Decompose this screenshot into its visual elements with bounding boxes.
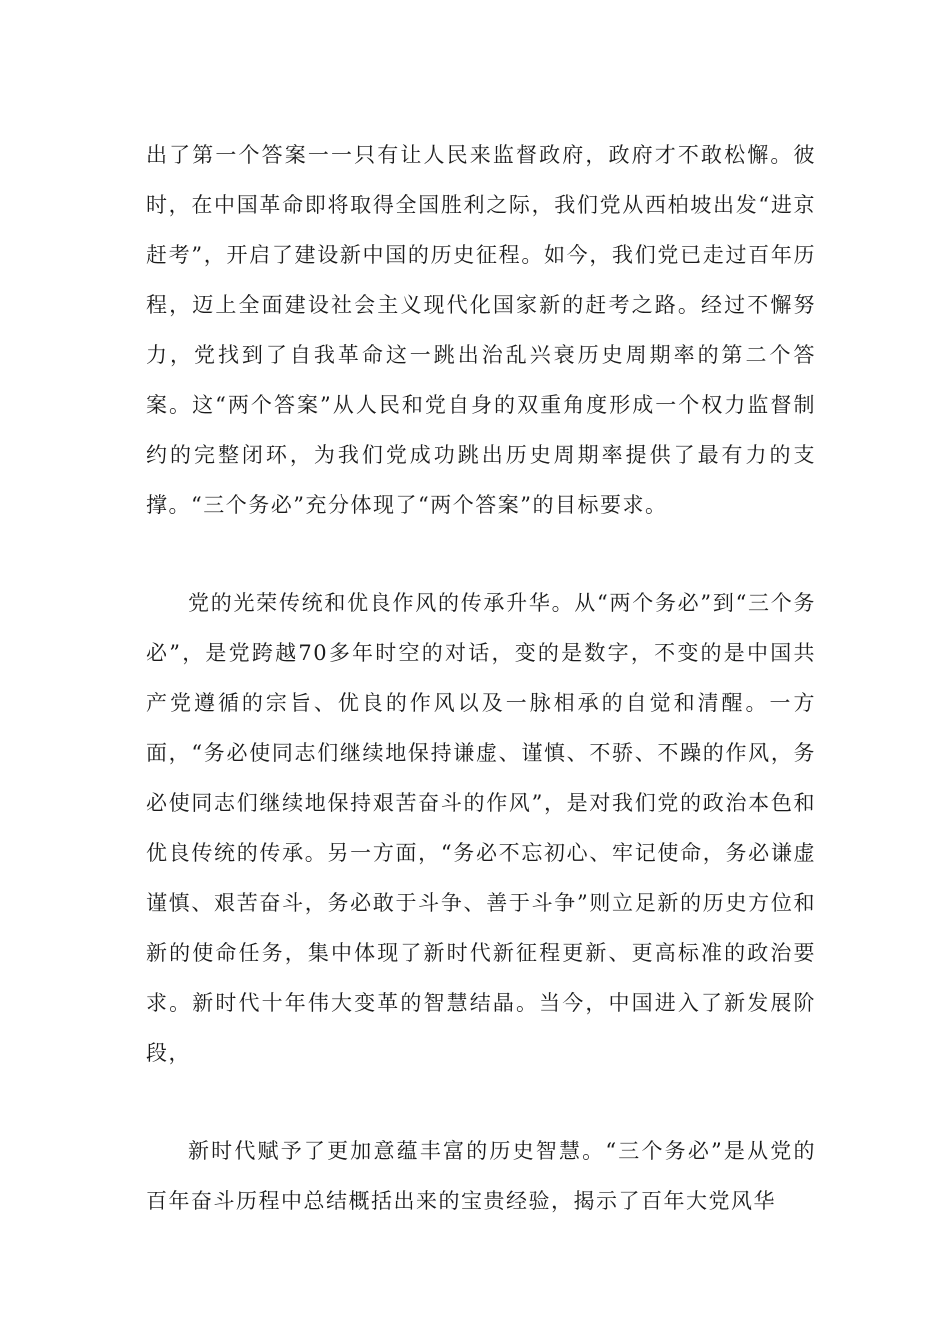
paragraph-2: 党的光荣传统和优良作风的传承升华。从“两个务必”到“三个务必”，是党跨越70多年时空的对话，变的是数字，不变的是中国共产党遵循的宗旨、优良的作风以及一脉相承的自觉和清醒。一方面，“务必使同志们继续地保持谦虚、谨慎、不骄、不躁的作风，务必使同志们继续地保持艰苦奋斗的作风”，是对我们党的政治本色和优良传统的传承。另一方面，“务必不忘初心、牢记使命，务必谦虚谨慎、艰苦奋斗，务必敢于斗争、善于斗争”则立足新的历史方位和新的使命任务，集中体现了新时代新征程更新、更高标准的政治要求。新时代十年伟大变革的智慧结晶。当今，中国进入了新发展阶段， [146,591,816,1065]
document-body [146,130,816,1226]
paragraph-gap [146,1078,816,1126]
paragraph-3: 新时代赋予了更加意蕴丰富的历史智慧。“三个务必”是从党的百年奋斗历程中总结概括出来的宝贵经验，揭示了百年大党风华 [146,1139,816,1213]
paragraph-gap [146,530,816,578]
paragraph-1: 出了第一个答案一一只有让人民来监督政府，政府才不敢松懈。彼时，在中国革命即将取得全国胜利之际，我们党从西柏坡出发“进京赶考”，开启了建设新中国的历史征程。如今，我们党已走过百年历程，迈上全面建设社会主义现代化国家新的赶考之路。经过不懈努力，党找到了自我革命这一跳出治乱兴衰历史周期率的第二个答案。这“两个答案”从人民和党自身的双重角度形成一个权力监督制约的完整闭环，为我们党成功跳出历史周期率提供了最有力的支撑。“三个务必”充分体现了“两个答案”的目标要求。 [146,143,816,517]
